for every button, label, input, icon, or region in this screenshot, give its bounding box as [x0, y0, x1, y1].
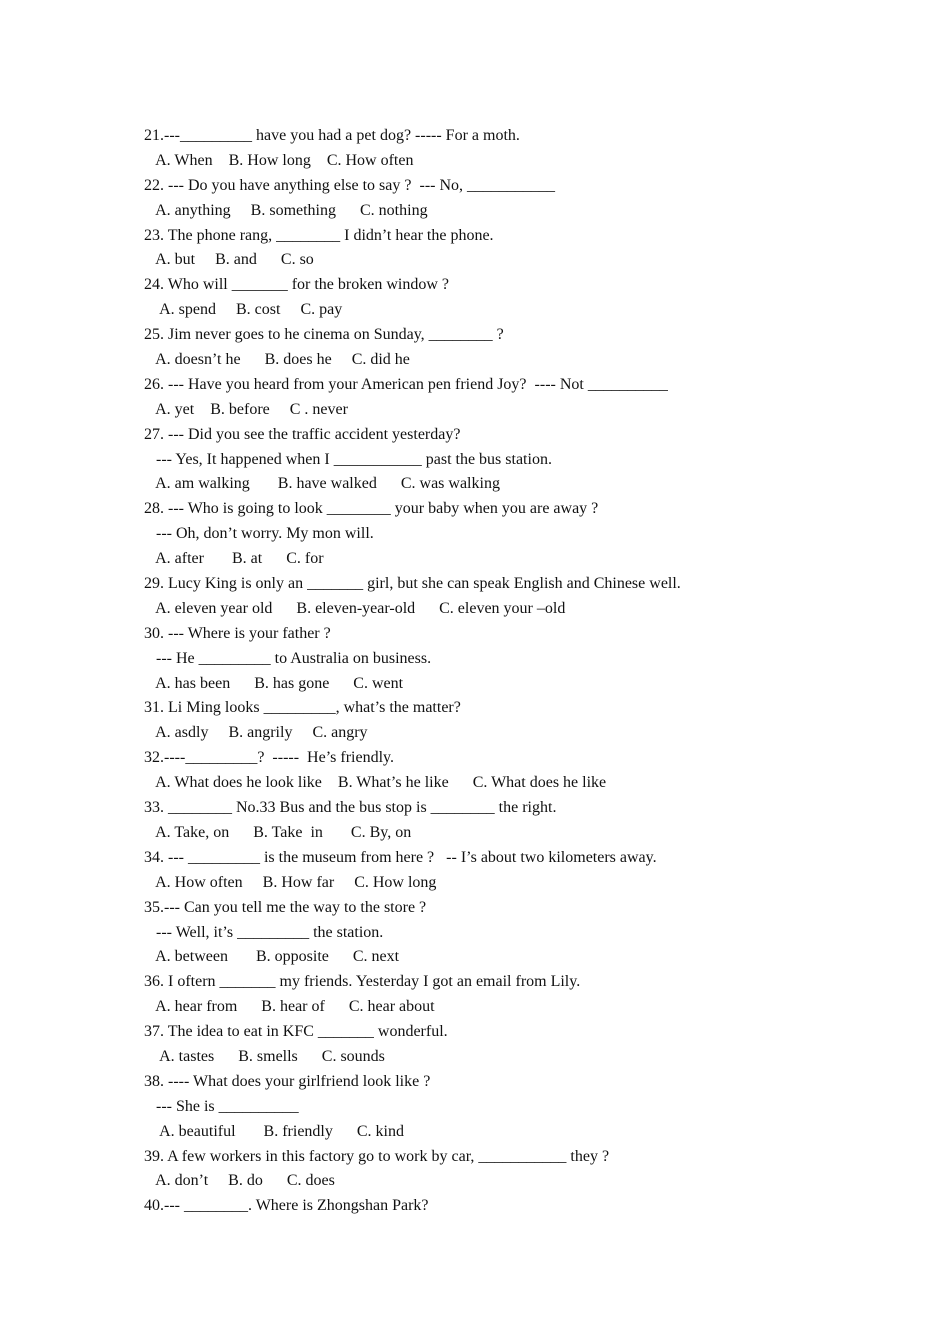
- options-37: A. tastes B. smells C. sounds: [144, 1047, 385, 1065]
- options-30: A. has been B. has gone C. went: [144, 674, 404, 692]
- options-29: A. eleven year old B. eleven-year-old C. eleven your –old: [144, 599, 566, 617]
- options-32: A. What does he look like B. What’s he like C. What does he like: [144, 774, 607, 792]
- options-23: A. but B. and C. so: [144, 251, 314, 269]
- options-26: A. yet B. before C . never: [144, 400, 348, 418]
- question-35: 35.--- Can you tell me the way to the store ?: [144, 898, 427, 916]
- options-25: A. doesn’t he B. does he C. did he: [144, 351, 410, 369]
- question-34: 34. --- _________ is the museum from here ? -- I’s about two kilometers away.: [144, 848, 657, 866]
- question-30: 30. --- Where is your father ?: [144, 624, 331, 642]
- options-22: A. anything B. something C. nothing: [144, 201, 428, 219]
- question-26: 26. --- Have you heard from your American pen friend Joy? ---- Not __________: [144, 375, 668, 393]
- question-30-reply: --- He _________ to Australia on business.: [144, 649, 432, 667]
- options-39: A. don’t B. do C. does: [144, 1172, 335, 1190]
- question-31: 31. Li Ming looks _________, what’s the matter?: [144, 699, 461, 717]
- options-36: A. hear from B. hear of C. hear about: [144, 998, 435, 1016]
- options-21: A. When B. How long C. How often: [144, 151, 414, 169]
- exercise-list: [144, 124, 864, 1219]
- options-35: A. between B. opposite C. next: [144, 948, 400, 966]
- question-29: 29. Lucy King is only an _______ girl, but she can speak English and Chinese well.: [144, 575, 681, 593]
- question-40: 40.--- ________. Where is Zhongshan Park?: [144, 1197, 429, 1215]
- question-28: 28. --- Who is going to look ________ your baby when you are away ?: [144, 500, 599, 518]
- question-21: 21.---_________ have you had a pet dog? ----- For a moth.: [144, 127, 520, 144]
- question-35-reply: --- Well, it’s _________ the station.: [144, 923, 384, 941]
- options-33: A. Take, on B. Take in C. By, on: [144, 823, 412, 841]
- question-36: 36. I oftern _______ my friends. Yesterday I got an email from Lily.: [144, 973, 581, 991]
- question-39: 39. A few workers in this factory go to work by car, ___________ they ?: [144, 1147, 610, 1165]
- question-33: 33. ________ No.33 Bus and the bus stop is ________ the right.: [144, 799, 557, 817]
- question-38: 38. ---- What does your girlfriend look like ?: [144, 1072, 431, 1090]
- options-38: A. beautiful B. friendly C. kind: [144, 1122, 404, 1140]
- options-24: A. spend B. cost C. pay: [144, 301, 343, 319]
- options-28: A. after B. at C. for: [144, 550, 324, 568]
- question-23: 23. The phone rang, ________ I didn’t hear the phone.: [144, 226, 494, 244]
- question-27-reply: --- Yes, It happened when I ___________ past the bus station.: [144, 450, 552, 468]
- question-37: 37. The idea to eat in KFC _______ wonderful.: [144, 1023, 448, 1041]
- question-38-reply: --- She is __________: [144, 1097, 299, 1115]
- question-22: 22. --- Do you have anything else to say ? --- No, ___________: [144, 176, 556, 194]
- question-28-reply: --- Oh, don’t worry. My mon will.: [144, 525, 374, 543]
- options-31: A. asdly B. angrily C. angry: [144, 724, 368, 742]
- question-24: 24. Who will _______ for the broken window ?: [144, 276, 449, 294]
- options-34: A. How often B. How far C. How long: [144, 873, 437, 891]
- question-27: 27. --- Did you see the traffic accident yesterday?: [144, 425, 461, 443]
- question-32: 32.----_________? ----- He’s friendly.: [144, 749, 394, 767]
- options-27: A. am walking B. have walked C. was walking: [144, 475, 500, 493]
- question-25: 25. Jim never goes to he cinema on Sunday, ________ ?: [144, 326, 504, 344]
